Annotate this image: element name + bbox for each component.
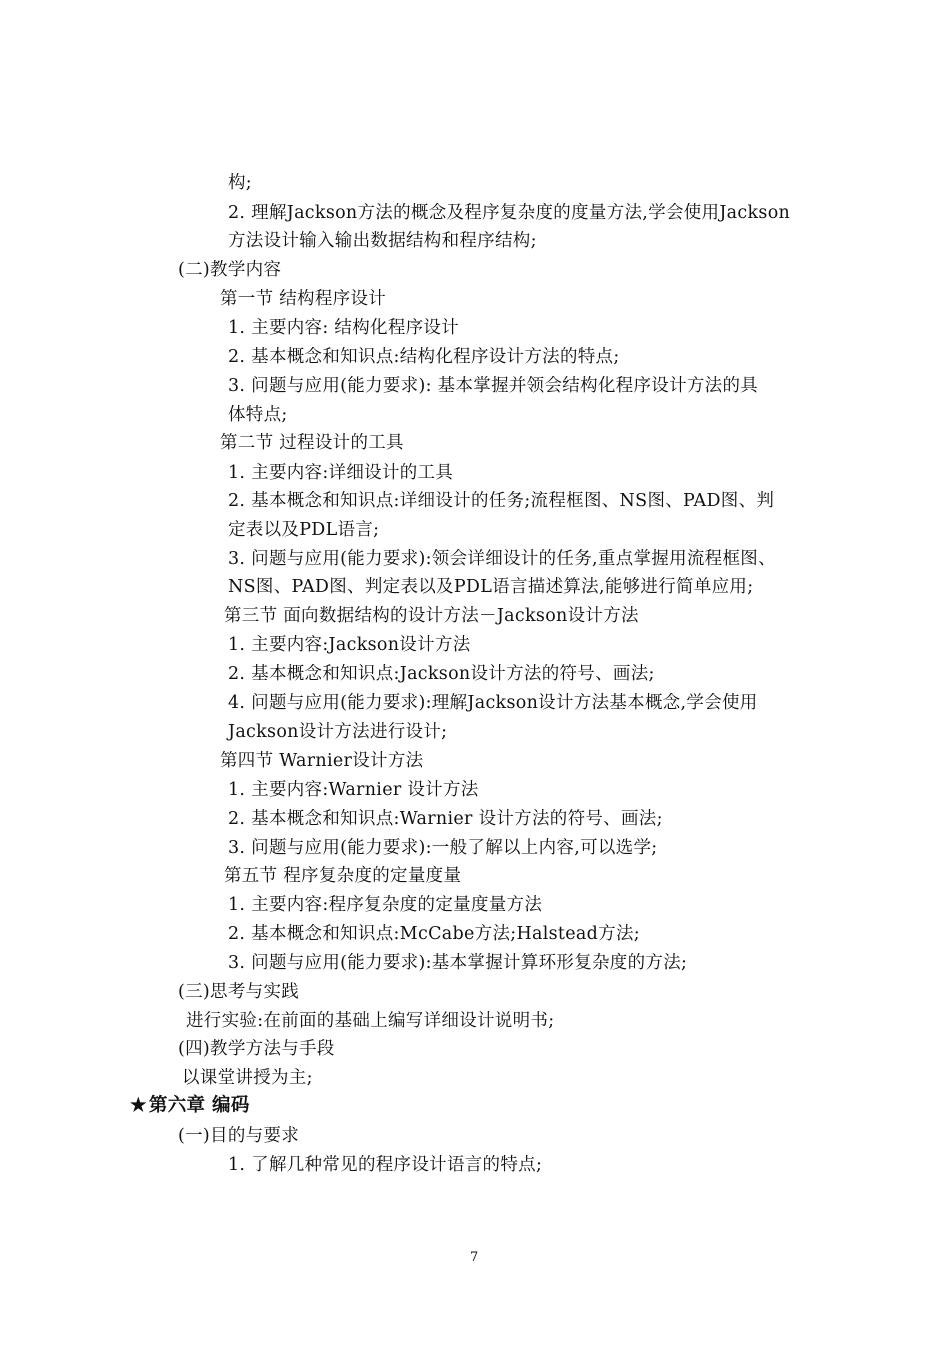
text-line: 定表以及PDL语言; — [228, 520, 380, 540]
text-line: 1. 主要内容:Warnier 设计方法 — [228, 780, 479, 800]
subsection-heading: 第五节 程序复杂度的定量度量 — [224, 866, 462, 886]
text-line: 1. 主要内容:详细设计的工具 — [228, 463, 454, 483]
text-line: 1. 了解几种常见的程序设计语言的特点; — [228, 1155, 543, 1175]
subsection-heading: 第一节 结构程序设计 — [220, 289, 387, 309]
text-line: 2. 基本概念和知识点:详细设计的任务;流程框图、NS图、PAD图、判 — [228, 491, 775, 511]
text-line: 3. 问题与应用(能力要求):基本掌握计算环形复杂度的方法; — [228, 953, 688, 973]
text-line: 4. 问题与应用(能力要求):理解Jackson设计方法基本概念,学会使用 — [228, 693, 758, 713]
text-line: 体特点; — [228, 405, 288, 425]
text-line: 2. 基本概念和知识点:结构化程序设计方法的特点; — [228, 347, 620, 367]
subsection-heading: 第四节 Warnier设计方法 — [220, 751, 424, 771]
subsection-heading: 第二节 过程设计的工具 — [220, 433, 404, 453]
text-line: 1. 主要内容: 结构化程序设计 — [228, 318, 460, 338]
text-line: NS图、PAD图、判定表以及PDL语言描述算法,能够进行简单应用; — [228, 577, 754, 597]
chapter-title: 第六章 编码 — [148, 1095, 250, 1116]
page-number: 7 — [470, 1250, 479, 1265]
section-heading: (四)教学方法与手段 — [178, 1039, 335, 1059]
text-line: 3. 问题与应用(能力要求):一般了解以上内容,可以选学; — [228, 838, 658, 858]
section-heading: (二)教学内容 — [178, 260, 282, 280]
text-line: 3. 问题与应用(能力要求): 基本掌握并领会结构化程序设计方法的具 — [228, 376, 759, 396]
subsection-heading: 第三节 面向数据结构的设计方法－Jackson设计方法 — [224, 606, 639, 626]
text-line: Jackson设计方法进行设计; — [228, 722, 448, 742]
text-line: 方法设计输入输出数据结构和程序结构; — [228, 231, 537, 251]
text-line: 1. 主要内容:Jackson设计方法 — [228, 635, 471, 655]
text-line: 3. 问题与应用(能力要求):领会详细设计的任务,重点掌握用流程框图、 — [228, 549, 776, 569]
section-heading: (一)目的与要求 — [178, 1126, 300, 1146]
chapter-heading — [130, 1095, 250, 1117]
star-icon: ★ — [130, 1095, 147, 1116]
text-line: 以课堂讲授为主; — [182, 1068, 313, 1088]
text-line: 进行实验:在前面的基础上编写详细设计说明书; — [186, 1011, 555, 1031]
section-heading: (三)思考与实践 — [178, 982, 300, 1002]
text-line: 2. 基本概念和知识点:McCabe方法;Halstead方法; — [228, 924, 640, 944]
text-line: 2. 理解Jackson方法的概念及程序复杂度的度量方法,学会使用Jackson — [228, 203, 791, 223]
text-line: 1. 主要内容:程序复杂度的定量度量方法 — [228, 895, 543, 915]
text-line: 2. 基本概念和知识点:Jackson设计方法的符号、画法; — [228, 664, 655, 684]
text-line: 构; — [228, 173, 252, 193]
text-line: 2. 基本概念和知识点:Warnier 设计方法的符号、画法; — [228, 809, 663, 829]
